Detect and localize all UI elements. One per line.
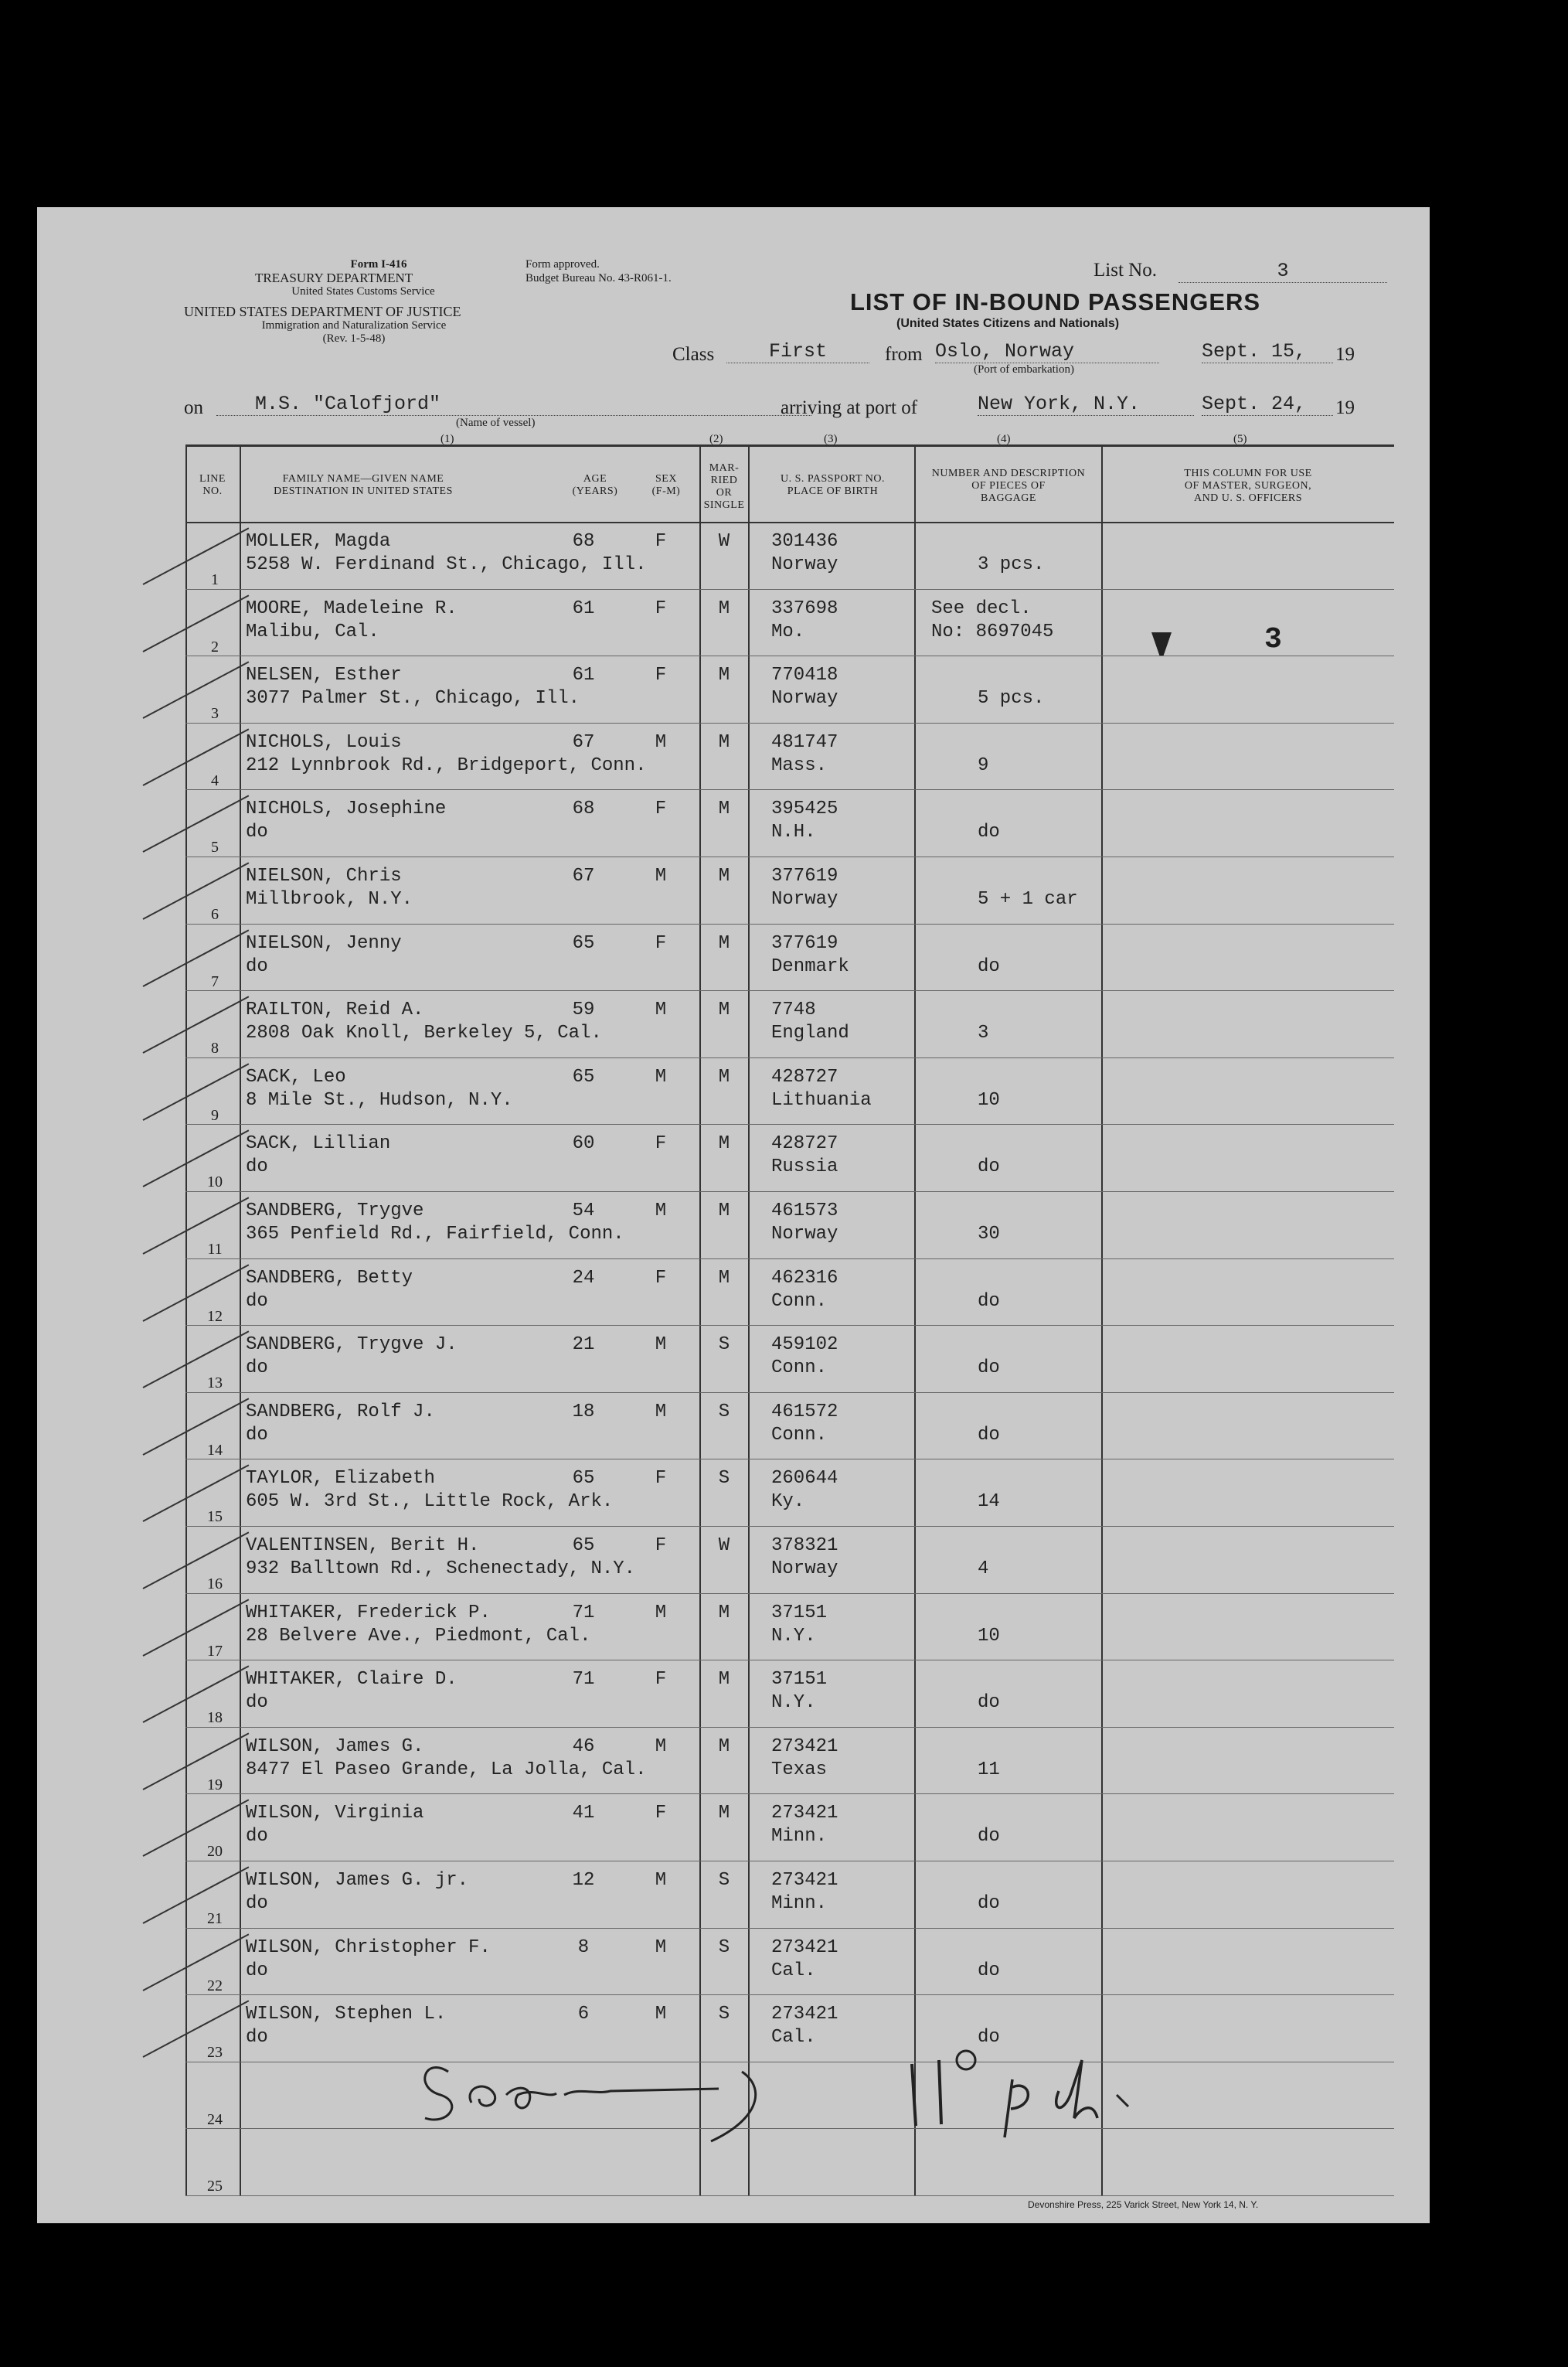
- header-married-single: MAR- RIED OR SINGLE: [703, 462, 745, 511]
- baggage-line-2: 4: [978, 1558, 989, 1579]
- destination: do: [246, 2027, 268, 2048]
- line-number: 7: [211, 973, 219, 990]
- header-officers: THIS COLUMN FOR USE OF MASTER, SURGEON, AND U. S. OFFICERS: [1184, 468, 1312, 504]
- row-divider: [185, 1793, 1394, 1794]
- col-num-2: (2): [709, 433, 723, 445]
- destination: 365 Penfield Rd., Fairfield, Conn.: [246, 1224, 624, 1245]
- sex: F: [655, 1133, 667, 1154]
- on-label: on: [184, 397, 203, 418]
- departure-date: Sept. 15,: [1202, 340, 1333, 363]
- line-number: 13: [207, 1374, 223, 1391]
- marital-status: M: [718, 665, 730, 686]
- sex: F: [655, 531, 667, 552]
- sex: M: [655, 1401, 667, 1422]
- baggage-line-2: do: [978, 822, 1000, 843]
- age: 71: [572, 1669, 595, 1690]
- row-divider: [185, 1191, 1394, 1192]
- marital-status: M: [718, 866, 730, 887]
- age: 59: [572, 1000, 595, 1020]
- line-number: 21: [207, 1910, 223, 1927]
- age: 67: [572, 732, 595, 753]
- row-divider: [185, 1593, 1394, 1594]
- place-of-birth: Cal.: [771, 1960, 816, 1981]
- age: 54: [572, 1201, 595, 1221]
- passenger-name: WILSON, James G. jr.: [246, 1870, 469, 1891]
- row-divider: [185, 1258, 1394, 1259]
- header-age: AGE (YEARS): [572, 473, 618, 497]
- line-number: 9: [211, 1107, 219, 1124]
- line-number: 2: [211, 639, 219, 656]
- col-num-4: (4): [997, 433, 1011, 445]
- age: 8: [577, 1937, 590, 1958]
- line-number: 5: [211, 839, 219, 856]
- passenger-name: SANDBERG, Trygve J.: [246, 1334, 457, 1355]
- baggage-line-2: 30: [978, 1224, 1000, 1245]
- passport-number: 260644: [771, 1468, 838, 1489]
- line-number: 10: [207, 1173, 223, 1190]
- marital-status: M: [718, 799, 730, 819]
- embarkation-note: (Port of embarkation): [974, 363, 1074, 376]
- place-of-birth: Texas: [771, 1759, 828, 1780]
- destination: do: [246, 822, 268, 843]
- age: 71: [572, 1602, 595, 1623]
- sex: F: [655, 1669, 667, 1690]
- passport-number: 378321: [771, 1535, 838, 1556]
- header-line-no: LINE NO.: [199, 473, 226, 497]
- place-of-birth: N.H.: [771, 822, 816, 843]
- sex: M: [655, 1870, 667, 1891]
- line-number: 17: [207, 1643, 223, 1660]
- sex: M: [655, 732, 667, 753]
- line-number: 20: [207, 1843, 223, 1860]
- marital-status: M: [718, 933, 730, 954]
- passport-number: 395425: [771, 799, 838, 819]
- age: 65: [572, 1535, 595, 1556]
- passenger-name: NIELSON, Jenny: [246, 933, 402, 954]
- age: 41: [572, 1803, 595, 1824]
- place-of-birth: Mass.: [771, 755, 828, 776]
- place-of-birth: Norway: [771, 1558, 838, 1579]
- sex: F: [655, 598, 667, 619]
- form-subtitle: (United States Citizens and Nationals): [896, 317, 1120, 330]
- destination: do: [246, 1425, 268, 1446]
- passport-number: 428727: [771, 1067, 838, 1088]
- baggage-line-2: do: [978, 1357, 1000, 1378]
- destination: 8 Mile St., Hudson, N.Y.: [246, 1090, 513, 1111]
- marital-status: M: [718, 1067, 730, 1088]
- marital-status: M: [718, 1268, 730, 1289]
- budget-bureau: Budget Bureau No. 43-R061-1.: [526, 272, 672, 284]
- destination: Millbrook, N.Y.: [246, 889, 413, 910]
- baggage-line-2: do: [978, 1826, 1000, 1847]
- marital-status: S: [718, 2004, 730, 2025]
- line-number: 12: [207, 1308, 223, 1325]
- class-value: First: [726, 340, 869, 363]
- baggage-line-2: do: [978, 1425, 1000, 1446]
- place-of-birth: Norway: [771, 688, 838, 709]
- sex: M: [655, 1937, 667, 1958]
- passenger-name: VALENTINSEN, Berit H.: [246, 1535, 480, 1556]
- baggage-line-2: 5 pcs.: [978, 688, 1045, 709]
- passport-number: 459102: [771, 1334, 838, 1355]
- col-divider: [748, 444, 750, 2196]
- place-of-birth: Russia: [771, 1156, 838, 1177]
- col-divider: [1101, 444, 1103, 2196]
- place-of-birth: N.Y.: [771, 1692, 816, 1713]
- baggage-line-2: do: [978, 1893, 1000, 1914]
- destination: 605 W. 3rd St., Little Rock, Ark.: [246, 1491, 614, 1512]
- sex: M: [655, 2004, 667, 2025]
- passport-number: 481747: [771, 732, 838, 753]
- passport-number: 461573: [771, 1201, 838, 1221]
- passport-number: 37151: [771, 1602, 828, 1623]
- header-passport-birth: U. S. PASSPORT NO. PLACE OF BIRTH: [781, 473, 885, 497]
- baggage-line-2: do: [978, 1692, 1000, 1713]
- sex: F: [655, 1268, 667, 1289]
- baggage-line-2: 5 + 1 car: [978, 889, 1078, 910]
- row-divider: [185, 2195, 1394, 2196]
- age: 68: [572, 531, 595, 552]
- passport-number: 273421: [771, 1870, 838, 1891]
- place-of-birth: Lithuania: [771, 1090, 872, 1111]
- marital-status: M: [718, 1736, 730, 1757]
- passenger-name: SANDBERG, Trygve: [246, 1201, 424, 1221]
- passenger-name: WILSON, Stephen L.: [246, 2004, 447, 2025]
- passenger-name: SACK, Lillian: [246, 1133, 391, 1154]
- marital-status: M: [718, 1000, 730, 1020]
- passenger-name: WILSON, James G.: [246, 1736, 424, 1757]
- arrival-date: Sept. 24,: [1202, 393, 1333, 416]
- place-of-birth: Conn.: [771, 1425, 828, 1446]
- passport-number: 273421: [771, 1736, 838, 1757]
- sex: F: [655, 1803, 667, 1824]
- arriving-label: arriving at port of: [781, 397, 918, 418]
- age: 65: [572, 933, 595, 954]
- line-number: 18: [207, 1709, 223, 1726]
- baggage-line-2: do: [978, 1960, 1000, 1981]
- header-sex: SEX (F-M): [651, 473, 681, 497]
- officer-mark: 3: [1264, 623, 1282, 656]
- departure-year-prefix: 19: [1335, 344, 1355, 365]
- line-number: 14: [207, 1442, 223, 1459]
- class-label: Class: [672, 344, 715, 365]
- place-of-birth: N.Y.: [771, 1626, 816, 1647]
- row-divider: [185, 924, 1394, 925]
- header-name-destination: FAMILY NAME—GIVEN NAME DESTINATION IN UNITED STATES: [274, 473, 453, 497]
- line-number: 16: [207, 1575, 223, 1592]
- baggage-line-2: do: [978, 2027, 1000, 2048]
- destination: 2808 Oak Knoll, Berkeley 5, Cal.: [246, 1023, 602, 1044]
- row-divider: [185, 1392, 1394, 1393]
- marital-status: S: [718, 1401, 730, 1422]
- sex: F: [655, 1535, 667, 1556]
- line-number: 3: [211, 705, 219, 722]
- line-number: 8: [211, 1040, 219, 1057]
- passenger-name: SACK, Leo: [246, 1067, 346, 1088]
- baggage-line-2: 14: [978, 1491, 1000, 1512]
- age: 68: [572, 799, 595, 819]
- sex: M: [655, 1000, 667, 1020]
- list-number-label: List No.: [1094, 260, 1157, 281]
- sex: M: [655, 1334, 667, 1355]
- destination: do: [246, 1156, 268, 1177]
- passenger-name: MOLLER, Magda: [246, 531, 391, 552]
- destination: 5258 W. Ferdinand St., Chicago, Ill.: [246, 554, 647, 575]
- col-num-1: (1): [440, 433, 454, 445]
- form-approved: Form approved.: [526, 258, 600, 271]
- place-of-birth: England: [771, 1023, 849, 1044]
- passport-number: 301436: [771, 531, 838, 552]
- passenger-name: SANDBERG, Betty: [246, 1268, 413, 1289]
- marital-status: M: [718, 1669, 730, 1690]
- row-divider: [185, 990, 1394, 991]
- baggage-line-2: do: [978, 1291, 1000, 1312]
- row-divider: [185, 789, 1394, 790]
- marital-status: M: [718, 1133, 730, 1154]
- ins-subtitle: Immigration and Naturalization Service: [261, 319, 447, 332]
- baggage-line-2: 9: [978, 755, 989, 776]
- header-baggage: NUMBER AND DESCRIPTION OF PIECES OF BAGGAGE: [931, 468, 1086, 504]
- marital-status: M: [718, 598, 730, 619]
- row-divider: [185, 1057, 1394, 1058]
- passenger-name: WILSON, Virginia: [246, 1803, 424, 1824]
- line-number: 15: [207, 1508, 223, 1525]
- place-of-birth: Mo.: [771, 622, 805, 642]
- age: 65: [572, 1468, 595, 1489]
- passport-number: 273421: [771, 2004, 838, 2025]
- form-number: Form I-416: [350, 258, 407, 271]
- line-number: 19: [207, 1776, 223, 1793]
- marital-status: W: [718, 1535, 730, 1556]
- baggage-line-1: See decl.: [931, 598, 1032, 619]
- col-num-5: (5): [1233, 433, 1247, 445]
- from-value: Oslo, Norway: [935, 340, 1159, 363]
- col-num-3: (3): [824, 433, 838, 445]
- line-number: 6: [211, 906, 219, 923]
- handwritten-time: [896, 2033, 1190, 2145]
- passport-number: 462316: [771, 1268, 838, 1289]
- destination: do: [246, 1960, 268, 1981]
- passport-number: 337698: [771, 598, 838, 619]
- from-label: from: [885, 344, 923, 365]
- passenger-name: RAILTON, Reid A.: [246, 1000, 424, 1020]
- age: 12: [572, 1870, 595, 1891]
- age: 61: [572, 598, 595, 619]
- form-title: LIST OF IN-BOUND PASSENGERS: [850, 288, 1261, 315]
- arrival-year-prefix: 19: [1335, 397, 1355, 418]
- sex: M: [655, 1602, 667, 1623]
- passenger-name: MOORE, Madeleine R.: [246, 598, 457, 619]
- place-of-birth: Minn.: [771, 1893, 828, 1914]
- destination: do: [246, 1826, 268, 1847]
- passenger-name: TAYLOR, Elizabeth: [246, 1468, 435, 1489]
- passport-number: 461572: [771, 1401, 838, 1422]
- passenger-name: WHITAKER, Frederick P.: [246, 1602, 491, 1623]
- passenger-name: SANDBERG, Rolf J.: [246, 1401, 435, 1422]
- sex: M: [655, 1067, 667, 1088]
- place-of-birth: Norway: [771, 1224, 838, 1245]
- passport-number: 37151: [771, 1669, 828, 1690]
- destination: do: [246, 1692, 268, 1713]
- marital-status: M: [718, 1201, 730, 1221]
- row-divider: [185, 1124, 1394, 1125]
- marital-status: W: [718, 531, 730, 552]
- baggage-line-2: do: [978, 956, 1000, 977]
- passport-number: 273421: [771, 1803, 838, 1824]
- arrival-port: New York, N.Y.: [978, 393, 1194, 416]
- line-number: 1: [211, 571, 219, 588]
- marital-status: M: [718, 732, 730, 753]
- vessel-note: (Name of vessel): [456, 417, 536, 429]
- destination: do: [246, 1893, 268, 1914]
- destination: 3077 Palmer St., Chicago, Ill.: [246, 688, 580, 709]
- vessel-name: M.S. "Calofjord": [216, 393, 811, 416]
- row-divider: [185, 723, 1394, 724]
- row-divider: [185, 1727, 1394, 1728]
- destination: 932 Balltown Rd., Schenectady, N.Y.: [246, 1558, 636, 1579]
- passenger-name: NICHOLS, Josephine: [246, 799, 447, 819]
- sex: M: [655, 1736, 667, 1757]
- baggage-line-2: 10: [978, 1090, 1000, 1111]
- row-divider: [185, 589, 1394, 590]
- baggage-line-2: No: 8697045: [931, 622, 1054, 642]
- age: 21: [572, 1334, 595, 1355]
- col-divider: [699, 444, 701, 2196]
- passport-number: 770418: [771, 665, 838, 686]
- sex: F: [655, 665, 667, 686]
- place-of-birth: Minn.: [771, 1826, 828, 1847]
- marital-status: S: [718, 1334, 730, 1355]
- sex: F: [655, 1468, 667, 1489]
- sex: F: [655, 933, 667, 954]
- marital-status: S: [718, 1468, 730, 1489]
- place-of-birth: Cal.: [771, 2027, 816, 2048]
- printer-imprint: Devonshire Press, 225 Varick Street, New York 14, N. Y.: [1028, 2199, 1259, 2210]
- line-number: 23: [207, 2044, 223, 2061]
- marital-status: S: [718, 1870, 730, 1891]
- passenger-name: NELSEN, Esther: [246, 665, 402, 686]
- passenger-name: NICHOLS, Louis: [246, 732, 402, 753]
- age: 46: [572, 1736, 595, 1757]
- age: 60: [572, 1133, 595, 1154]
- col-divider: [914, 444, 916, 2196]
- baggage-line-2: do: [978, 1156, 1000, 1177]
- baggage-line-2: 3: [978, 1023, 989, 1044]
- age: 65: [572, 1067, 595, 1088]
- sex: M: [655, 866, 667, 887]
- table-top-rule: [185, 444, 1394, 447]
- passenger-name: NIELSON, Chris: [246, 866, 402, 887]
- handwritten-signature: [417, 2041, 819, 2153]
- place-of-birth: Norway: [771, 554, 838, 575]
- line-number: 25: [207, 2178, 223, 2195]
- place-of-birth: Ky.: [771, 1491, 805, 1512]
- row-divider: [185, 1526, 1394, 1527]
- row-divider: [185, 1994, 1394, 1995]
- baggage-line-2: 3 pcs.: [978, 554, 1045, 575]
- place-of-birth: Conn.: [771, 1357, 828, 1378]
- passport-number: 7748: [771, 1000, 816, 1020]
- table-header-rule: [185, 522, 1394, 523]
- baggage-line-2: 10: [978, 1626, 1000, 1647]
- destination: do: [246, 1357, 268, 1378]
- destination: Malibu, Cal.: [246, 622, 379, 642]
- marital-status: M: [718, 1602, 730, 1623]
- baggage-line-2: 11: [978, 1759, 1000, 1780]
- destination: do: [246, 1291, 268, 1312]
- line-number: 22: [207, 1977, 223, 1994]
- destination: 8477 El Paseo Grande, La Jolla, Cal.: [246, 1759, 647, 1780]
- treasury-dept: TREASURY DEPARTMENT: [255, 271, 413, 285]
- sex: M: [655, 1201, 667, 1221]
- revision-date: (Rev. 1-5-48): [322, 332, 386, 345]
- sex: F: [655, 799, 667, 819]
- line-number: 4: [211, 772, 219, 789]
- passport-number: 377619: [771, 933, 838, 954]
- row-divider: [185, 1928, 1394, 1929]
- age: 24: [572, 1268, 595, 1289]
- marital-status: S: [718, 1937, 730, 1958]
- list-number-value: 3: [1179, 260, 1387, 283]
- passport-number: 273421: [771, 1937, 838, 1958]
- customs-service: United States Customs Service: [291, 285, 435, 298]
- place-of-birth: Norway: [771, 889, 838, 910]
- age: 6: [577, 2004, 590, 2025]
- doj-title: UNITED STATES DEPARTMENT OF JUSTICE: [184, 304, 461, 319]
- col-divider: [185, 444, 187, 2196]
- line-number: 11: [207, 1241, 223, 1258]
- destination: 212 Lynnbrook Rd., Bridgeport, Conn.: [246, 755, 647, 776]
- age: 67: [572, 866, 595, 887]
- passport-number: 428727: [771, 1133, 838, 1154]
- row-divider: [185, 1325, 1394, 1326]
- passport-number: 377619: [771, 866, 838, 887]
- age: 18: [572, 1401, 595, 1422]
- age: 61: [572, 665, 595, 686]
- marital-status: M: [718, 1803, 730, 1824]
- destination: 28 Belvere Ave., Piedmont, Cal.: [246, 1626, 591, 1647]
- line-number: 24: [207, 2111, 223, 2128]
- destination: do: [246, 956, 268, 977]
- passenger-name: WILSON, Christopher F.: [246, 1937, 491, 1958]
- place-of-birth: Denmark: [771, 956, 849, 977]
- passenger-name: WHITAKER, Claire D.: [246, 1669, 457, 1690]
- place-of-birth: Conn.: [771, 1291, 828, 1312]
